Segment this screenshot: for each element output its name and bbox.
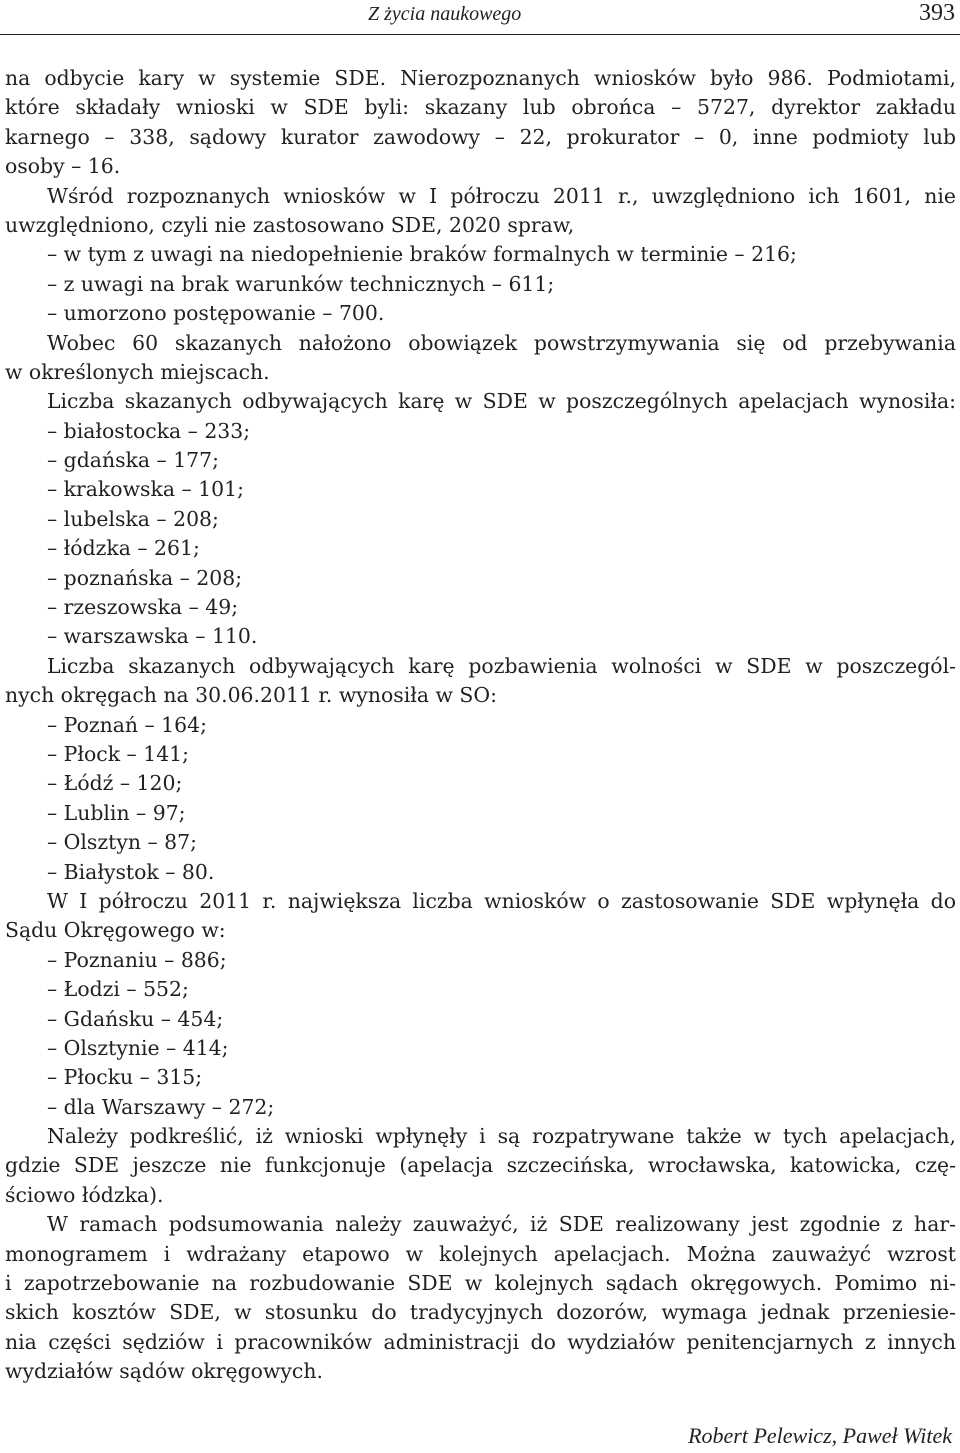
- text-line: – Poznań – 164;: [47, 712, 207, 737]
- text-line: W ramach podsumowania należy zauważyć, iż SDE realizowany jest zgodnie z har-: [47, 1212, 956, 1237]
- text-line: wydziałów sądów okręgowych.: [5, 1359, 323, 1384]
- text-line: – poznańska – 208;: [47, 565, 243, 590]
- text-line: W I półroczu 2011 r. największa liczba wniosków o zastosowanie SDE wpłynęła do: [47, 888, 956, 913]
- text-line: na odbycie kary w systemie SDE. Nierozpoznanych wniosków było 986. Podmiotami,: [5, 66, 956, 90]
- text-line: – lubelska – 208;: [47, 506, 219, 531]
- text-line: w określonych miejscach.: [5, 359, 270, 384]
- text-line: Wśród rozpoznanych wniosków w I półroczu 2011 r., uwzględniono ich 1601, nie: [47, 183, 956, 208]
- text-line: i zapotrzebowanie na rozbudowanie SDE w kolejnych sądach okręgowych. Pomimo ni-: [5, 1271, 956, 1296]
- text-line: uwzględniono, czyli nie zastosowano SDE, 2020 spraw,: [5, 212, 575, 237]
- text-line: – gdańska – 177;: [47, 448, 219, 473]
- text-line: ściowo łódzka).: [5, 1182, 164, 1207]
- header-rule: [0, 34, 960, 35]
- text-line: – Lublin – 97;: [47, 800, 186, 825]
- body-text: [5, 64, 956, 1387]
- text-line: – z uwagi na brak warunków technicznych – 611;: [47, 271, 555, 296]
- text-line: – Gdańsku – 454;: [47, 1006, 224, 1031]
- text-line: osoby – 16.: [5, 154, 121, 179]
- page-number: 393: [919, 0, 955, 26]
- text-line: – Łódź – 120;: [47, 771, 183, 796]
- text-line: Wobec 60 skazanych nałożono obowiązek powstrzymywania się od przebywania: [47, 330, 956, 355]
- text-line: – w tym z uwagi na niedopełnienie braków formalnych w terminie – 216;: [47, 242, 797, 267]
- text-line: – warszawska – 110.: [47, 624, 258, 649]
- text-line: – umorzono postępowanie – 700.: [47, 301, 385, 326]
- text-line: które składały wnioski w SDE byli: skazany lub obrońca – 5727, dyrektor zakładu: [5, 95, 956, 120]
- text-line: gdzie SDE jeszcze nie funkcjonuje (apelacja szczecińska, wrocławska, katowicka, czę-: [5, 1153, 956, 1178]
- text-line: skich kosztów SDE, w stosunku do tradycyjnych dozorów, wymaga jednak przeniesie-: [5, 1300, 956, 1325]
- author-signature: Robert Pelewicz, Paweł Witek: [688, 1423, 952, 1448]
- text-line: monogramem i wdrażany etapowo w kolejnych apelacjach. Można zauważyć wzrost: [5, 1241, 956, 1266]
- text-line: – Olsztynie – 414;: [47, 1035, 229, 1060]
- running-title: Z życia naukowego: [368, 3, 522, 25]
- text-line: – Płock – 141;: [47, 741, 190, 766]
- page-header: [0, 0, 960, 35]
- text-line: Liczba skazanych odbywających karę pozbawienia wolności w SDE w poszczegól-: [47, 653, 956, 678]
- text-line: – rzeszowska – 49;: [47, 595, 239, 620]
- text-line: Liczba skazanych odbywających karę w SDE w poszczególnych apelacjach wynosiła:: [47, 389, 956, 414]
- text-line: Należy podkreślić, iż wnioski wpłynęły i są rozpatrywane także w tych apelacjach,: [47, 1124, 956, 1149]
- text-line: – Łodzi – 552;: [47, 977, 189, 1002]
- text-line: – Poznaniu – 886;: [47, 947, 227, 972]
- text-line: karnego – 338, sądowy kurator zawodowy – 22, prokurator – 0, inne podmioty lub: [5, 124, 956, 149]
- text-line: – Olsztyn – 87;: [47, 830, 197, 855]
- text-line: – łódzka – 261;: [47, 536, 200, 561]
- text-line: nia części sędziów i pracowników administracji do wydziałów penitencjarnych z innych: [5, 1329, 956, 1354]
- text-line: – białostocka – 233;: [47, 418, 251, 443]
- text-line: nych okręgach na 30.06.2011 r. wynosiła w SO:: [5, 683, 497, 708]
- text-line: – Płocku – 315;: [47, 1065, 203, 1090]
- text-line: Sądu Okręgowego w:: [5, 918, 226, 943]
- text-line: – dla Warszawy – 272;: [47, 1094, 275, 1119]
- text-line: – krakowska – 101;: [47, 477, 244, 502]
- text-line: – Białystok – 80.: [47, 859, 215, 884]
